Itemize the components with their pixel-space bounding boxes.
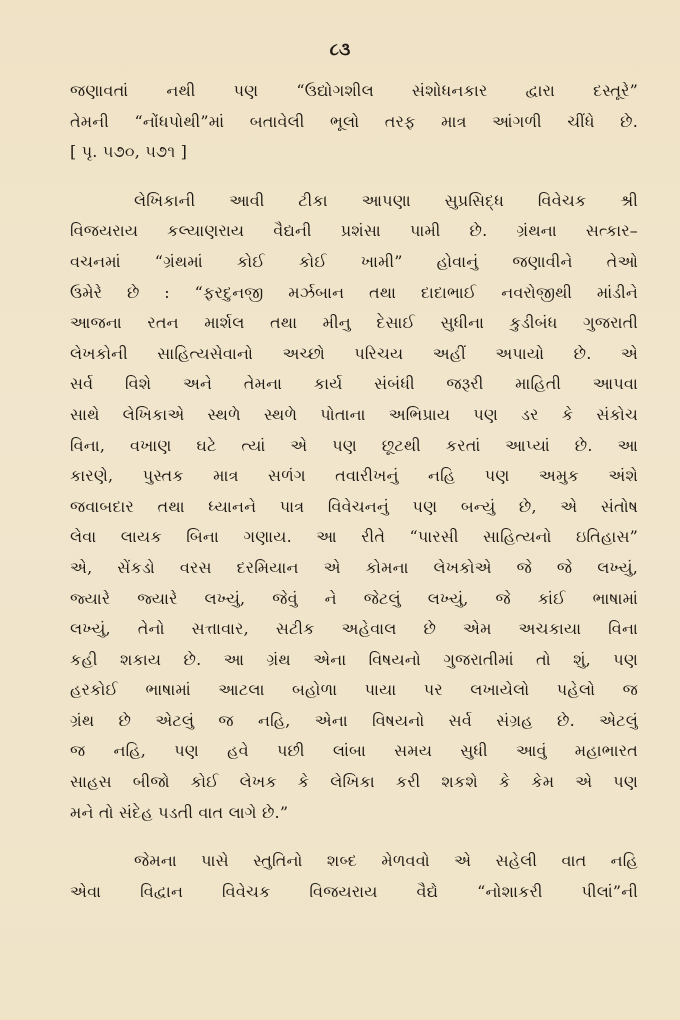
line-text: લખ્યું, તેનો સત્તાવાર, સટીક અહેવાલ છે એમ અચકાયા વિના (70, 619, 638, 639)
line-text: ઉમેરે છે : “ફરદુનજી મર્ઝબાન તથા દાદાભાઈ નવરોજીથી માંડીને (70, 282, 638, 302)
line-text: એ, સેંકડો વરસ દરમિયાન એ કોમના લેખકોએ જે જે લખ્યું, (70, 557, 638, 577)
text-line (70, 877, 638, 908)
line-text: તેમની “નોંધપોથી”માં બતાવેલી ભૂલો તરફ માત્ર આંગળી ચીંધે છે. (70, 111, 638, 131)
text-line (70, 339, 638, 370)
text-line (70, 107, 638, 138)
line-text: મને તો સંદેહ પડતી વાત લાગે છે.” (70, 802, 289, 822)
text-line (70, 614, 638, 645)
text-line (70, 798, 638, 829)
text-line (70, 461, 638, 492)
line-text: ગ્રંથ છે એટલું જ નહિ, એના વિષયનો સર્વ સંગ્રહ છે. એટલું (70, 710, 638, 730)
text-line (70, 278, 638, 309)
text-line (70, 137, 638, 168)
paragraph-gap (70, 168, 638, 186)
line-text: વિના, વખાણ ઘટે ત્યાં એ પણ છૂટથી કરતાં આપ્યાં છે. આ (70, 435, 638, 455)
line-text: કારણે, પુસ્તક માત્ર સળંગ તવારીખનું નહિ પણ અમુક અંશે (70, 466, 638, 486)
line-text: જવાબદાર તથા ધ્યાનને પાત્ર વિવેચનનું પણ બન્યું છે, એ સંતોષ (70, 496, 638, 516)
line-text: જણાવતાં નથી પણ “ઉદ્યોગશીલ સંશોધનકાર દ્વારા દસ્તૂરે” (70, 81, 638, 100)
text-line (70, 584, 638, 615)
line-text: લેવા લાયક બિના ગણાય. આ રીતે “પારસી સાહિત્યનો ઇતિહાસ” (70, 527, 638, 547)
text-line (70, 492, 638, 523)
text-line (70, 308, 638, 339)
text-line (70, 76, 638, 107)
line-text: એવા વિદ્વાન વિવેચક વિજયરાય વૈદ્યે “નોશાકરી પીલાં”ની (70, 881, 638, 901)
text-line (70, 767, 638, 798)
line-text: લેખિકાની આવી ટીકા આપણા સુપ્રસિદ્ધ વિવેચક શ્રી (134, 190, 638, 210)
line-text: સર્વ વિશે અને તેમના કાર્ય સંબંધી જરૂરી માહિતી આપવા (70, 374, 638, 394)
line-text: વચનમાં “ગ્રંથમાં કોઈ કોઈ ખામી” હોવાનું જણાવીને તેઓ (70, 251, 638, 271)
line-text: વિજયરાય કલ્યાણરાય વૈદ્યની પ્રશંસા પામી છે. ગ્રંથના સત્કાર– (70, 221, 638, 241)
page-reference: [ પૃ. ૫૭૦, ૫૭૧ ] (70, 142, 188, 162)
line-text: જેમના પાસે સ્તુતિનો શબ્દ મેળવવો એ સહેલી વાત નહિ (134, 851, 638, 871)
text-line (70, 400, 638, 431)
text-line (70, 846, 638, 877)
line-text: સાહસ બીજો કોઈ લેખક કે લેખિકા કરી શકશે કે કેમ એ પણ (70, 772, 638, 792)
text-line (70, 645, 638, 676)
line-text: જ નહિ, પણ હવે પછી લાંબા સમય સુધી આવું મહાભારત (70, 741, 638, 761)
line-text: હરકોઈ ભાષામાં આટલા બહોળા પાયા પર લખાયેલો પહેલો જ (70, 680, 638, 700)
paragraph-gap (70, 828, 638, 846)
body-text (70, 76, 638, 907)
line-text: આજના રતન માર્શલ તથા મીનુ દેસાઈ સુધીના કુડીબંધ ગુજરાતી (70, 313, 638, 333)
line-text: સાથે લેખિકાએ સ્થળે સ્થળે પોતાના અભિપ્રાય પણ ડર કે સંકોચ (70, 404, 638, 424)
text-line (70, 431, 638, 462)
text-line (70, 736, 638, 767)
line-text: કહી શકાય છે. આ ગ્રંથ એના વિષયનો ગુજરાતીમાં તો શું, પણ (70, 649, 638, 669)
page-number: ૮૩ (329, 40, 351, 60)
text-line (70, 553, 638, 584)
text-line (70, 522, 638, 553)
text-line (70, 369, 638, 400)
text-line (70, 706, 638, 737)
text-line (70, 216, 638, 247)
text-line (70, 675, 638, 706)
text-line (70, 186, 638, 217)
line-text: લેખકોની સાહિત્યસેવાનો અચ્છો પરિચય અહીં અપાયો છે. એ (70, 343, 638, 363)
line-text: જ્યારે જ્યારે લખ્યું, જેવું ને જેટલું લખ્યું, જે કાંઈ ભાષામાં (70, 588, 638, 608)
text-line (70, 247, 638, 278)
